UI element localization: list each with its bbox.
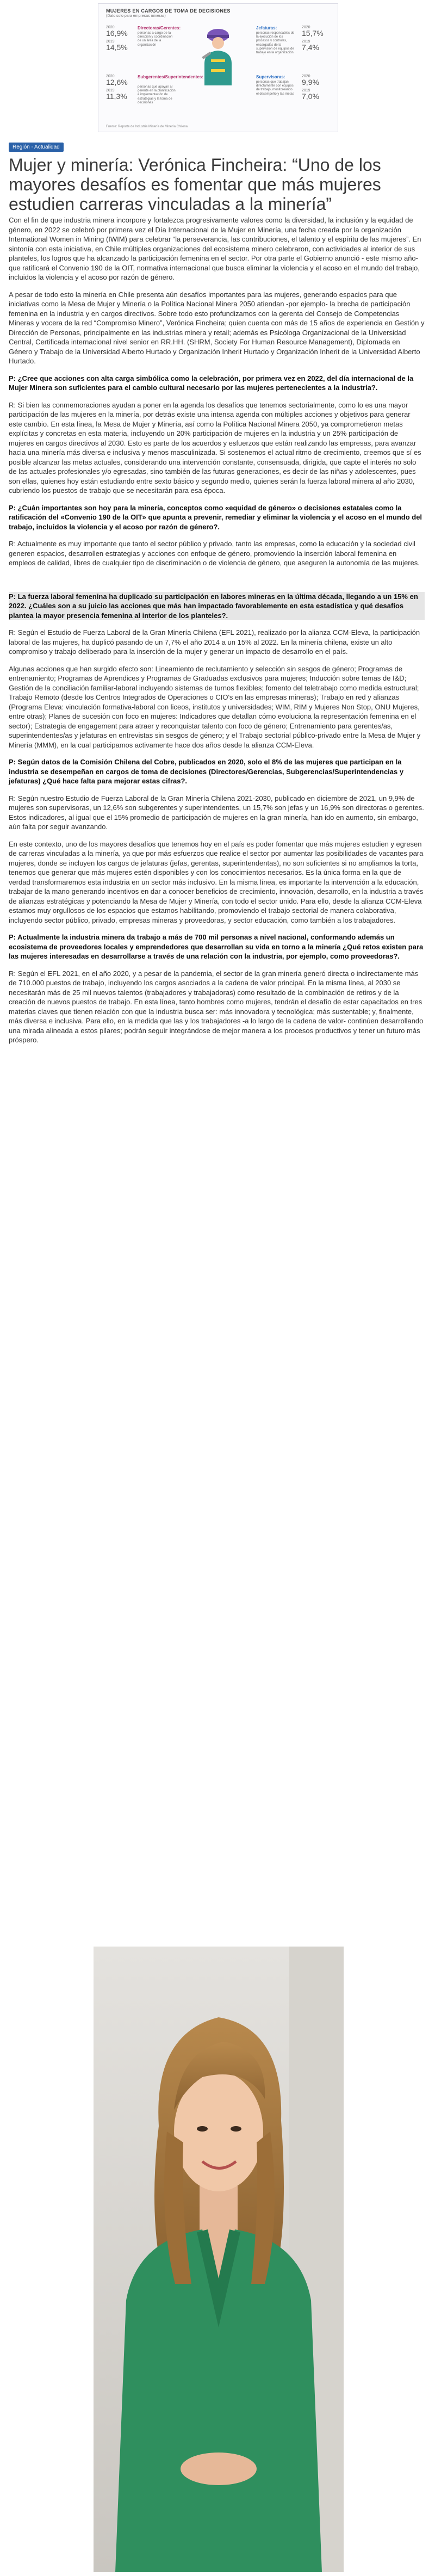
percentage: 14,5% — [106, 43, 128, 52]
infographic-source: Fuente: Reporte de Industria Minería de Minería Chilena — [106, 125, 188, 128]
category: Supervisoras: — [256, 75, 285, 79]
description: personas responsables de la ejecución de los procesos y controles, encargadas de la supervisión de equipos de trabajo en la organización — [256, 32, 295, 54]
answer: R: Según el EFL 2021, en el año 2020, y a pesar de la pandemia, el sector de la gran minería generó directa o indirectamente más de 710.000 puestos de trabajo, incluyendo los cargos asociados a la cadena de valor principal. En la misma línea, al 2030 se necesitarán más de 25 mil nuevos talentos (trabajadores y trabajadoras) como resultado de la combinación de retiros y de la creación de nuevos puestos de trabajo. En esta línea, tanto hombres como mujeres, tendrán el desafío de estar capacitados en tres materias claves que tienen relación con que la industria busca ser: más innovadora y tecnológica; más sustentable; y, finalmente, más diversa e inclusiva. Para ello, en la medida que las y los trabajadores -a lo largo de la cadena de valor- continúen desarrollando una mirada alineada a estos pilares; podrán seguir integrándose de mejor manera a los procesos productivos y tener un futuro más próspero. — [9, 969, 424, 1044]
group-directoras — [106, 26, 181, 52]
description: personas que trabajan directamente con equipos de trabajo, monitoreando el desempeño y las metas — [256, 81, 294, 96]
year: 2019 — [302, 89, 310, 92]
answer: En este contexto, uno de los mayores desafíos que tenemos hoy en el país es poder fomentar que más mujeres estudien y egresen de carreras vinculadas a la minería, ya que por más esfuerzos que realice el sector por aumentar las posibilidades de vacantes para mujeres, donde se incluyen los cargos de jefaturas (jefas, gerentas, superintendentas), no son suficientes si no ampliamos la torta, tenemos que generar que más mujeres estén disponibles y con los conocimientos necesarios. Es la única forma en la que de verdad transformaremos esta industria en un sector más inclusivo. En la misma línea, es importante la intervención a la educación, trabajar de la mano generando incentivos en dar a conocer beneficios de crecimiento, innovación, desarrollo, en la industria a través de alianzas estratégicas y potenciando la Mesa de Mujer y Minería, con todo el sector unido. Para ello, desde la alianza CCM-Eleva estamos muy orgullosos de los espacios que estamos habilitando, promoviendo el trabajo sectorial de manera colaborativa, incluyendo sector público, privado, empresas mineras y proveedoras, y sector educación, como también a los trabajadores. — [9, 839, 424, 924]
percentage: 11,3% — [106, 92, 127, 101]
description: personas a cargo de la dirección y coordinación de un área de la organización — [138, 32, 173, 47]
infographic-title: MUJERES EN CARGOS DE TOMA DE DECISIONES — [106, 8, 231, 14]
question: P: La fuerza laboral femenina ha duplicado su participación en labores mineras en la última década, llegando a un 15% en 2022. ¿Cuáles son a su juicio las acciones que más han impactado favorablemente en esta estadística y qué desafíos plantea la mayor presencia femenina al interior de los planteles?. — [9, 592, 425, 621]
category-badge[interactable]: Región - Actualidad — [9, 143, 64, 152]
infographic-subtitle: (Dato solo para empresas mineras) — [106, 14, 166, 18]
year: 2020 — [302, 26, 310, 29]
year: 2019 — [302, 40, 310, 44]
group-subgerentes — [106, 75, 203, 104]
question: P: ¿Cuán importantes son hoy para la minería, conceptos como «equidad de género» o decisiones estatales como la ratificación del «Convenio 190 de la OIT» que apunta a prevenir, remediar y eliminar la violencia y el acoso en el mundo del trabajo, incluidos la violencia y el acoso por razón de género?. — [9, 503, 422, 531]
question: P: ¿Cree que acciones con alta carga simbólica como la celebración, por primera vez en 2022, del día internacional de la Mujer Minera son suficientes para el cambio cultural necesario por las mujeres pertenecientes a la industria?. — [9, 374, 414, 392]
category: Directoras/Gerentes: — [138, 26, 181, 30]
year: 2019 — [106, 40, 115, 44]
year: 2020 — [106, 26, 115, 29]
year: 2020 — [302, 75, 310, 78]
infographic — [98, 3, 338, 132]
answer: R: Según nuestro Estudio de Fuerza Laboral de la Gran Minería Chilena 2021-2030, publicado en diciembre de 2021, un 9,9% de mujeres son supervisoras, un 12,6% son subgerentes y superintendentes, un 15,7% son jefas y un 16,9% son directoras o gerentes. Estos indicadores, al igual que el 15% promedio de participación de mujeres en la gran minería, han ido en aumento, sin embargo, aún falta por seguir avanzando. — [9, 794, 424, 831]
year: 2019 — [106, 89, 115, 92]
percentage: 7,0% — [302, 92, 319, 101]
answer: R: Actualmente es muy importante que tanto el sector público y privado, tanto las empresas, como la educación y la sociedad civil generen espacios, desarrollen estrategias y acciones con enfoque de género, promoviendo la inserción laboral femenina en empleos de calidad, libres de cualquier tipo de discriminación o de violencia de género, que aseguren la autonomía de las mujeres. — [9, 540, 420, 567]
question: P: Actualmente la industria minera da trabajo a más de 700 mil personas a nivel nacional, conformando además un ecosistema de proveedores locales y emprendedores que desarrollan su vida en torno a la minería ¿Qué retos existen para las mujeres interesadas en desarrollarse a través de una relación con la industria, por ejemplo, como proveedoras?. — [9, 933, 424, 960]
paragraph: Con el fin de que industria minera incorpore y fortalezca progresivamente valores como la diversidad, la inclusión y la equidad de género, en 2022 se celebró por primera vez el Día Internacional de la Mujer en Minería, una fecha creada por la organización International Women in Mining (IWIM) para celebrar “la perseverancia, las contribuciones, el talento y el espíritu de las mujeres”. En sintonía con esta iniciativa, en Chile múltiples organizaciones del ecosistema minero celebraron, con actividades al interior de sus planteles, los logros que ha alcanzado la participación femenina en el sector. Por otra parte el Gobierno anunció - este mismo año- que ratificará el Convenio 190 de la OIT, normativa internacional que busca eliminar la violencia y el acoso en el mundo del trabajo, incluidos la violencia y el acoso por razón de género. — [9, 216, 421, 281]
percentage: 9,9% — [302, 78, 319, 87]
description: personas que apoyan al gerente en la planificación e implementación de estrategias y la toma de decisiones — [138, 85, 176, 104]
woman-miner-icon — [199, 26, 237, 85]
category: Subgerentes/Superintendentes: — [138, 75, 203, 79]
article-title: Mujer y minería: Verónica Fincheira: “Uno de los mayores desafíos es fomentar que más mujeres estudien carreras vinculadas a la minería” — [9, 155, 381, 214]
percentage: 16,9% — [106, 29, 128, 38]
question: P: Según datos de la Comisión Chilena del Cobre, publicados en 2020, solo el 8% de las mujeres que participan en la industria se desempeñan en cargos de toma de decisiones (Directores/Gerencias, Subgerencias/Superintendencias y jefaturas) ¿Qué hace falta para mejorar estas cifras?. — [9, 758, 404, 785]
answer: R: Si bien las conmemoraciones ayudan a poner en la agenda los desafíos que tenemos sectorialmente, como lo es una mayor participación de las mujeres en la minería, por detrás existe una intensa agenda con múltiples acciones y objetivos para generar este cambio. En esta línea, la Mesa de Mujer y Minería, así como la Política Nacional Minera 2050, ya comprometieron metas explícitas y concretas en esta materia, incluyendo un 20% participación de mujeres en la industria y un 25% participación de mujeres en cargos directivos al 2030. Esto es parte de los acuerdos y esfuerzos que están realizando las empresas, para avanzar hacia una minería más diversa e inclusiva y menos masculinizada. Si sostenemos el actual ritmo de crecimiento, creemos que sí es posible alcanzar las metas actuales, considerando una intervención constante, consensuada, dirigida, que capte el interés no solo de las actuales profesionales y/o egresadas, sino también de las futuras generaciones, es decir de las niñas y adolescentes, pues son ellas, quienes hoy están estudiando entre sexto básico y segundo medio, quienes serán la fuerza laboral minera al año 2030, cubriendo los puestos de trabajo que se necesitarán para esa época. — [9, 400, 421, 495]
year: 2020 — [106, 75, 115, 78]
portrait-photo — [94, 1947, 344, 2572]
percentage: 7,4% — [302, 43, 319, 52]
percentage: 12,6% — [106, 78, 128, 87]
article-body — [9, 215, 425, 1053]
category: Jefaturas: — [256, 26, 277, 30]
paragraph: A pesar de todo esto la minería en Chile presenta aún desafíos importantes para las mujeres, generando espacios para que iniciativas como la Mesa de Mujer y Minería o la Política Nacional Minera 2050 atiendan -por ejemplo- la brecha de participación femenina en la industria y en cargos directivos. Sobre todo esto profundizamos con la gerenta del Consejo de Competencias Mineras y vocera de la red “Compromiso Minero”, Verónica Fincheira; quien cuenta con más de 15 años de experiencia en Gestión y Dirección de Personas, principalmente en las industrias minera y retail; además es Psicóloga Organizacional de la Universidad Central, Certificada internacional nivel senior en RR.HH. (SHRM, Society For Human Resource Management), Diplomada en Género y Trabajo de la Universidad Alberto Hurtado y Organización Inherit Hurtado y Organización Inherit de la Universidad Alberto Hurtado. — [9, 290, 425, 365]
percentage: 15,7% — [302, 29, 324, 38]
portrait-illustration — [94, 1947, 344, 2572]
answer: R: Según el Estudio de Fuerza Laboral de la Gran Minería Chilena (EFL 2021), realizado por la alianza CCM-Eleva, la participación laboral de las mujeres, ha duplicó pasando de un 7,7% el año 2014 a un 15% al 2022. En la minería chilena, existe un alto compromiso y trabajo deliberado para la inserción de la mujer y generar un impacto de desarrollo en el país. — [9, 628, 420, 656]
answer: Algunas acciones que han surgido efecto son: Lineamiento de reclutamiento y selección sin sesgos de género; Programas de entrenamiento; Programas de Aprendices y Programas de Graduadas exclusivos para mujeres; Inducción sobre temas de I&D; Gestión de la conciliación familiar-laboral incluyendo sistemas de turnos flexibles; fomento del teletrabajo como medida estructural; Trabajo Remoto (desde los Centros Integrados de Operaciones o CIO's en las empresas mineras); Trabajo en red y alianzas (Programa Eleva: vinculación formativa-laboral con liceos, institutos y universidades; WIM, RIM y Mujeres Non Stop, ONU Mujeres, entre otras); Planes de sucesión con foco en mujeres: Indicadores que detallan cómo evoluciona la representación femenina en el sector); Estrategia de engagement para atraer y reconquistar talento con foco de género; Entrenamiento para gerentes/as, superintendentes/as y jefaturas en entrevistas sin sesgos de género; y el Trabajo sectorial público-privado entre la Mesa de Mujer y Minería (MMM), en la cual participamos activamente hace dos años desde la alianza CCM-Eleva. — [9, 664, 421, 749]
